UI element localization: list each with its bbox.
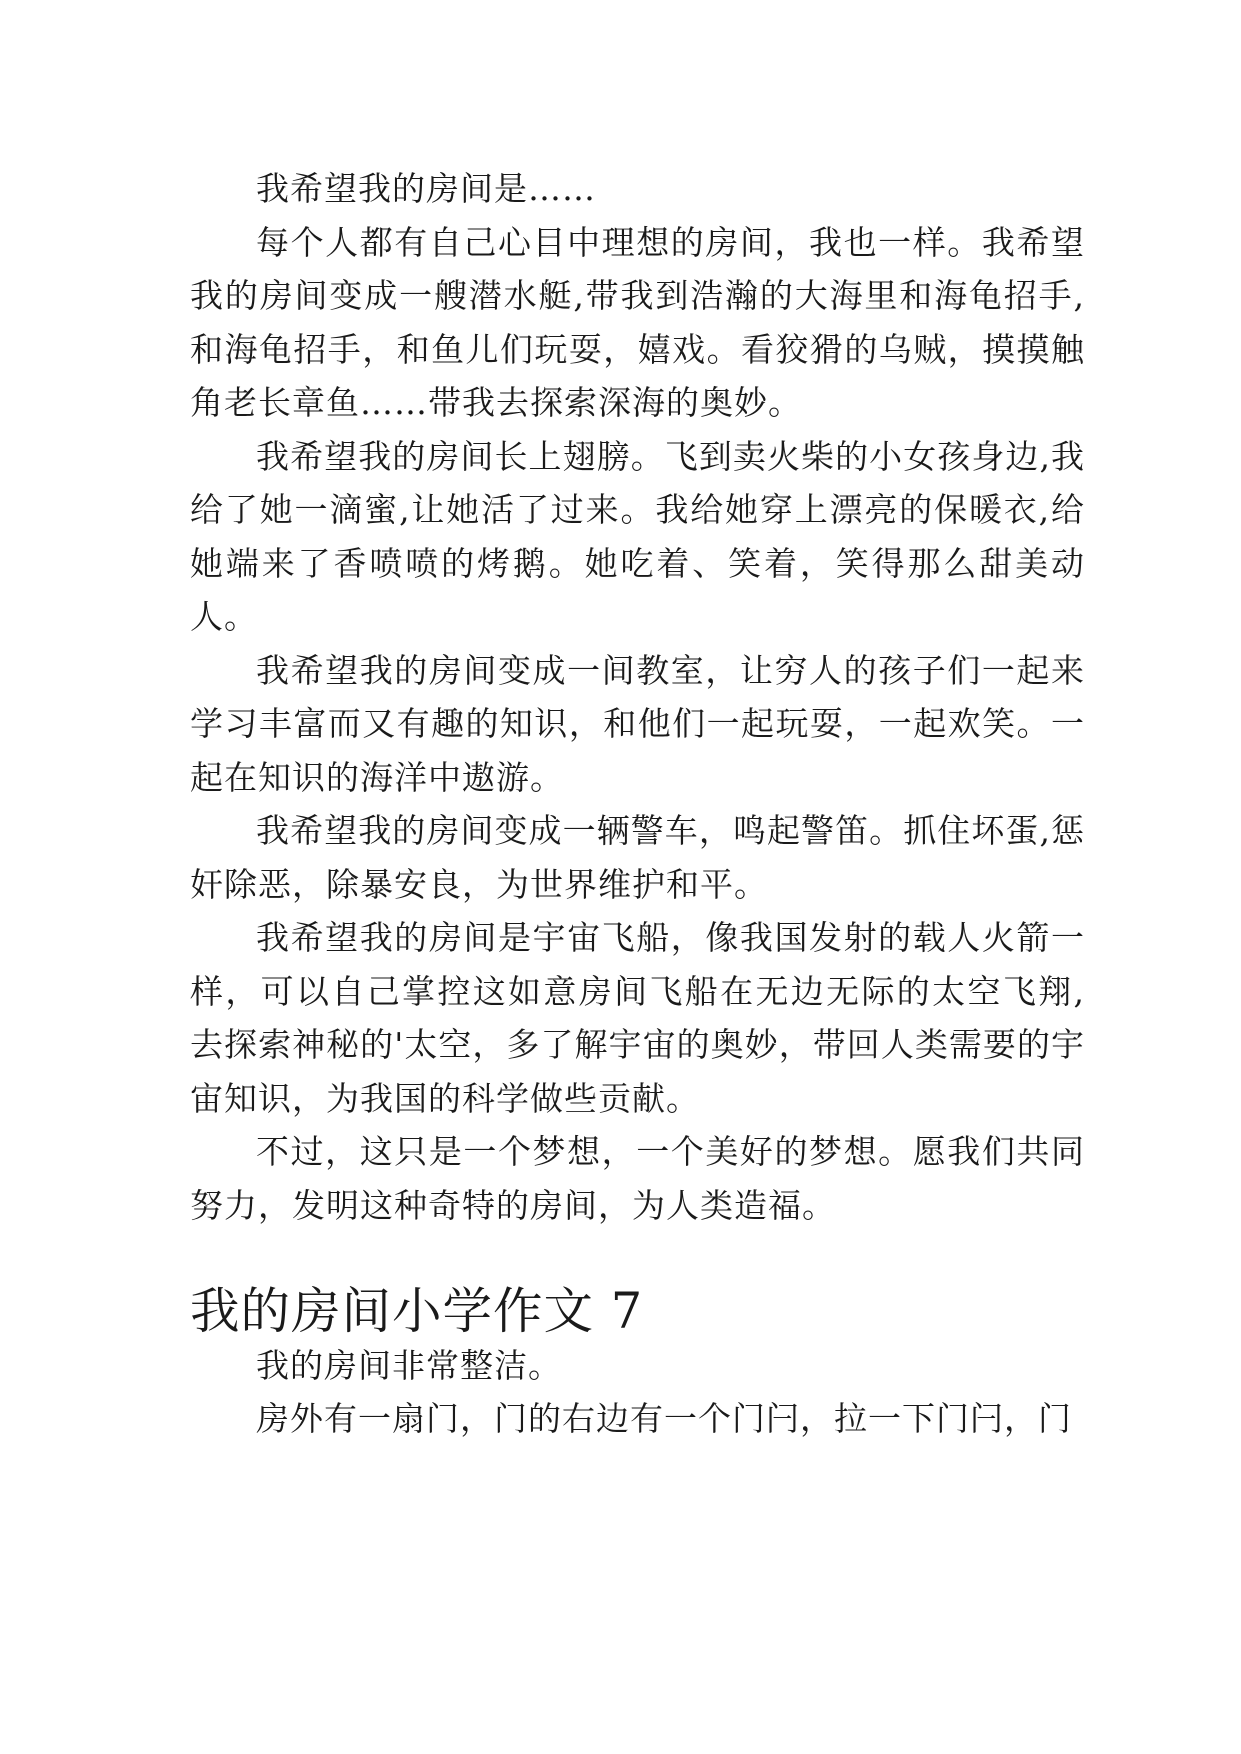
paragraph-7: 不过，这只是一个梦想，一个美好的梦想。愿我们共同努力，发明这种奇特的房间，为人类造福。 <box>190 1132 1085 1225</box>
paragraph-2: 每个人都有自己心目中理想的房间，我也一样。我希望我的房间变成一艘潜水艇,带我到浩瀚的大海里和海龟招手,和海龟招手，和鱼儿们玩耍，嬉戏。看狡猾的乌贼，摸摸触角老长章鱼……带我去探索深海的奥妙。 <box>190 222 1085 422</box>
section-paragraph-1: 我的房间非常整洁。 <box>256 1345 562 1385</box>
paragraph-1: 我希望我的房间是…… <box>256 169 596 208</box>
paragraph-3: 我希望我的房间长上翅膀。飞到卖火柴的小女孩身边,我给了她一滴蜜,让她活了过来。我给她穿上漂亮的保暖衣,给她端来了香喷喷的烤鹅。她吃着、笑着，笑得那么甜美动人。 <box>190 436 1085 636</box>
section-paragraph-2: 房外有一扇门，门的右边有一个门闩，拉一下门闩，门 <box>256 1399 1072 1438</box>
paragraph-4: 我希望我的房间变成一间教室，让穷人的孩子们一起来学习丰富而又有趣的知识，和他们一起玩耍，一起欢笑。一起在知识的海洋中遨游。 <box>190 650 1085 797</box>
paragraph-6: 我希望我的房间是宇宙飞船，像我国发射的载人火箭一样，可以自己掌控这如意房间飞船在无边无际的太空飞翔,去探索神秘的'太空，多了解宇宙的奥妙，带回人类需要的宇宙知识，为我国的科学做些贡献。 <box>190 918 1085 1118</box>
paragraph-5: 我希望我的房间变成一辆警车，鸣起警笛。抓住坏蛋,惩奸除恶，除暴安良，为世界维护和平。 <box>190 811 1085 904</box>
essay-body <box>190 162 1085 1446</box>
section-title: 我的房间小学作文 7 <box>190 1282 644 1340</box>
